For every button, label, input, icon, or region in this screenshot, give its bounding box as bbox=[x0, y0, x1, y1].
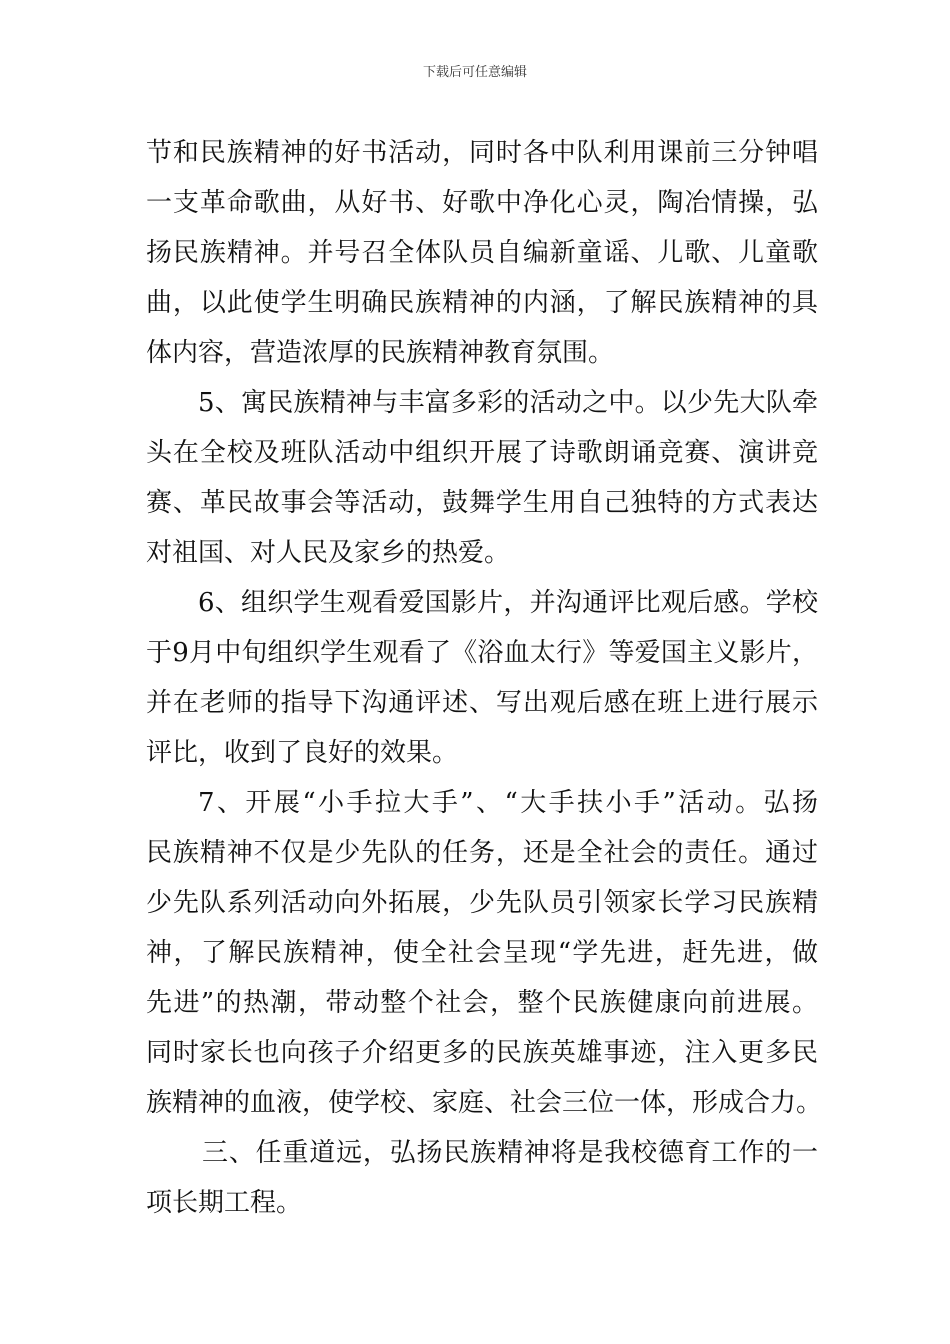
text-line: 神，了解民族精神，使全社会呈现“学先进，赶先进，做 bbox=[146, 938, 818, 968]
section-heading-line: 三、任重道远，弘扬民族精神将是我校德育工作的一 bbox=[202, 1138, 818, 1168]
text-line: 6、组织学生观看爱国影片，并沟通评比观后感。学校 bbox=[198, 588, 818, 618]
text-line: 同时家长也向孩子介绍更多的民族英雄事迹，注入更多民 bbox=[146, 1038, 818, 1068]
document-body bbox=[146, 128, 823, 1228]
text-line: 5、寓民族精神与丰富多彩的活动之中。以少先大队牵 bbox=[198, 388, 818, 418]
text-line: 曲，以此使学生明确民族精神的内涵，了解民族精神的具 bbox=[146, 288, 818, 318]
paragraph-continuation bbox=[146, 128, 818, 378]
paragraph-item-7 bbox=[146, 778, 823, 1128]
text-line: 并在老师的指导下沟通评述、写出观后感在班上进行展示 bbox=[146, 688, 818, 718]
text-line: 对祖国、对人民及家乡的热爱。 bbox=[146, 538, 511, 568]
paragraph-item-6 bbox=[146, 578, 818, 778]
text-line: 扬民族精神。并号召全体队员自编新童谣、儿歌、儿童歌 bbox=[146, 238, 818, 268]
text-line: 体内容，营造浓厚的民族精神教育氛围。 bbox=[146, 338, 615, 368]
text-line: 赛、革民故事会等活动，鼓舞学生用自己独特的方式表达 bbox=[146, 488, 818, 518]
text-line: 先进”的热潮，带动整个社会，整个民族健康向前进展。 bbox=[146, 988, 818, 1018]
text-line: 少先队系列活动向外拓展，少先队员引领家长学习民族精 bbox=[146, 888, 818, 918]
paragraph-section-3 bbox=[146, 1128, 818, 1228]
text-line: 一支革命歌曲，从好书、好歌中净化心灵，陶冶情操，弘 bbox=[146, 188, 818, 218]
text-line: 7、开展“小手拉大手”、“大手扶小手”活动。弘扬 bbox=[198, 788, 818, 818]
text-line: 评比，收到了良好的效果。 bbox=[146, 738, 459, 768]
text-line: 于9月中旬组织学生观看了《浴血太行》等爱国主义影片， bbox=[146, 638, 818, 668]
text-line: 头在全校及班队活动中组织开展了诗歌朗诵竞赛、演讲竞 bbox=[146, 438, 818, 468]
text-line: 族精神的血液，使学校、家庭、社会三位一体，形成合力。 bbox=[146, 1088, 823, 1118]
text-line: 民族精神不仅是少先队的任务，还是全社会的责任。通过 bbox=[146, 838, 818, 868]
text-line: 项长期工程。 bbox=[146, 1188, 303, 1218]
text-line: 节和民族精神的好书活动，同时各中队利用课前三分钟唱 bbox=[146, 138, 818, 168]
paragraph-item-5 bbox=[146, 378, 818, 578]
page-header: 下载后可任意编辑 bbox=[422, 65, 527, 80]
